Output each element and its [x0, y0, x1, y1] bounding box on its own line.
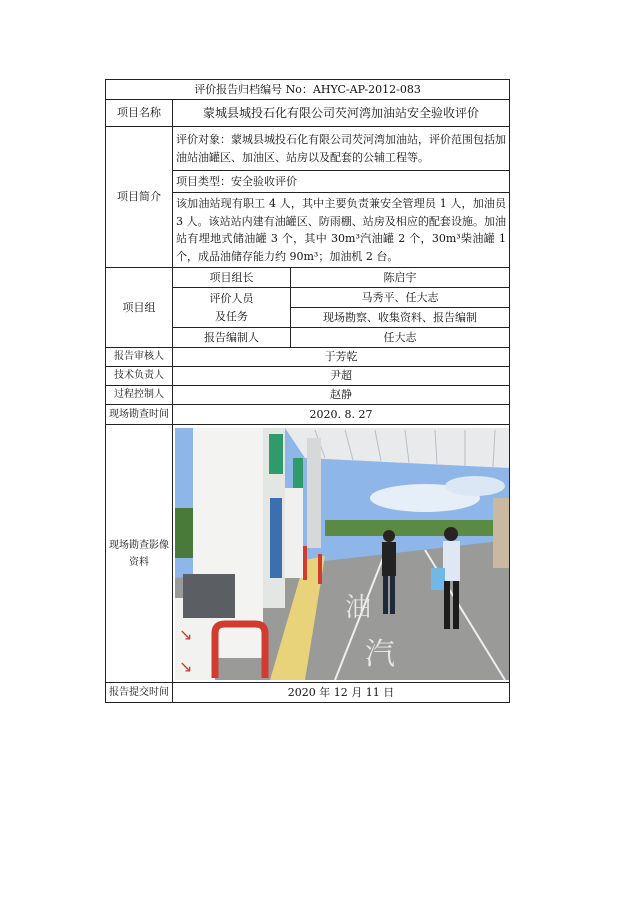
- survey-photo-label-line2: 资料: [129, 556, 149, 568]
- survey-photo-cell: [173, 425, 510, 683]
- archive-number: 评价报告归档编号 No：AHYC-AP-2012-083: [106, 80, 510, 100]
- team-leader-label: 项目组长: [173, 268, 291, 288]
- ground-marking-oil: 油: [345, 592, 372, 623]
- project-name: 蒙城县城投石化有限公司芡河湾加油站安全验收评价: [173, 100, 510, 127]
- survey-photo-label: [106, 425, 173, 683]
- staff-label-line1: 评价人员: [209, 291, 254, 305]
- project-type: 项目类型：安全验收评价: [173, 171, 510, 193]
- station-building: [493, 498, 509, 568]
- canopy-column: [307, 438, 321, 548]
- survey-date: 2020. 8. 27: [173, 405, 510, 425]
- inspector-2-head: [444, 527, 458, 541]
- submit-date: 2020 年 12 月 11 日: [173, 683, 510, 703]
- inspector-1-leg: [383, 576, 388, 614]
- project-name-label: 项目名称: [106, 100, 173, 127]
- station-description: 该加油站现有职工 4 人，其中主要负责兼安全管理员 1 人，加油员 3 人。该站站内建有油罐区、防雨棚、站房及相应的配套设施。加油站有埋地式储油罐 3 个，其中 30m³汽油罐 2 个，30m³柴油罐 1 个，成品油储存能力约 90m³；加油机 2 台。: [173, 193, 510, 268]
- tree-line: [325, 520, 509, 536]
- tech-lead: 尹超: [173, 367, 510, 386]
- inspector-2-leg: [444, 581, 450, 629]
- process-controller: 赵静: [173, 386, 510, 405]
- process-controller-label: 过程控制人: [106, 386, 173, 405]
- arrow-marking-icon: ↘: [179, 624, 193, 644]
- survey-date-label: 现场勘查时间: [106, 405, 173, 425]
- dispenser-panel: [270, 498, 282, 578]
- arrow-marking-icon-2: ↘: [179, 656, 193, 676]
- ground-marking-gasoline: 汽: [365, 636, 395, 672]
- bollard: [303, 546, 307, 580]
- staff-label-line2: 及任务: [215, 309, 248, 323]
- staff-label: [173, 288, 291, 328]
- reviewer: 于芳乾: [173, 348, 510, 367]
- report-author: 任大志: [291, 328, 510, 348]
- report-sheet: [105, 79, 509, 703]
- submit-date-label: 报告提交时间: [106, 683, 173, 703]
- report-author-label: 报告编制人: [173, 328, 291, 348]
- site-survey-photo: [175, 428, 509, 680]
- trees-left: [175, 508, 193, 558]
- team-leader: 陈启宇: [291, 268, 510, 288]
- inspector-1-leg-2: [390, 576, 395, 614]
- bollard-2: [318, 554, 322, 584]
- staff-names: 马秀平、任大志: [291, 288, 510, 308]
- inspector-2-leg-2: [453, 581, 459, 629]
- report-table: [105, 79, 510, 703]
- survey-photo-label-line1: 现场勘查影像: [109, 539, 169, 551]
- dispenser-sign: [269, 434, 283, 474]
- inspector-1-body: [382, 542, 396, 576]
- second-dispenser-sign: [293, 458, 303, 488]
- inspector-2-body: [443, 541, 460, 581]
- second-dispenser: [285, 488, 303, 578]
- document-folder: [431, 568, 445, 590]
- reviewer-label: 报告审核人: [106, 348, 173, 367]
- project-intro-label: 项目简介: [106, 127, 173, 268]
- evaluation-object: 评价对象：蒙城县城投石化有限公司芡河湾加油站，评价范围包括加油站油罐区、加油区、站房以及配套的公辅工程等。: [173, 127, 510, 171]
- cabinet: [183, 574, 235, 618]
- staff-tasks: 现场勘察、收集资料、报告编制: [291, 308, 510, 328]
- project-team-label: 项目组: [106, 268, 173, 348]
- inspector-1-head: [383, 530, 395, 542]
- tech-lead-label: 技术负责人: [106, 367, 173, 386]
- cloud-2: [445, 476, 505, 496]
